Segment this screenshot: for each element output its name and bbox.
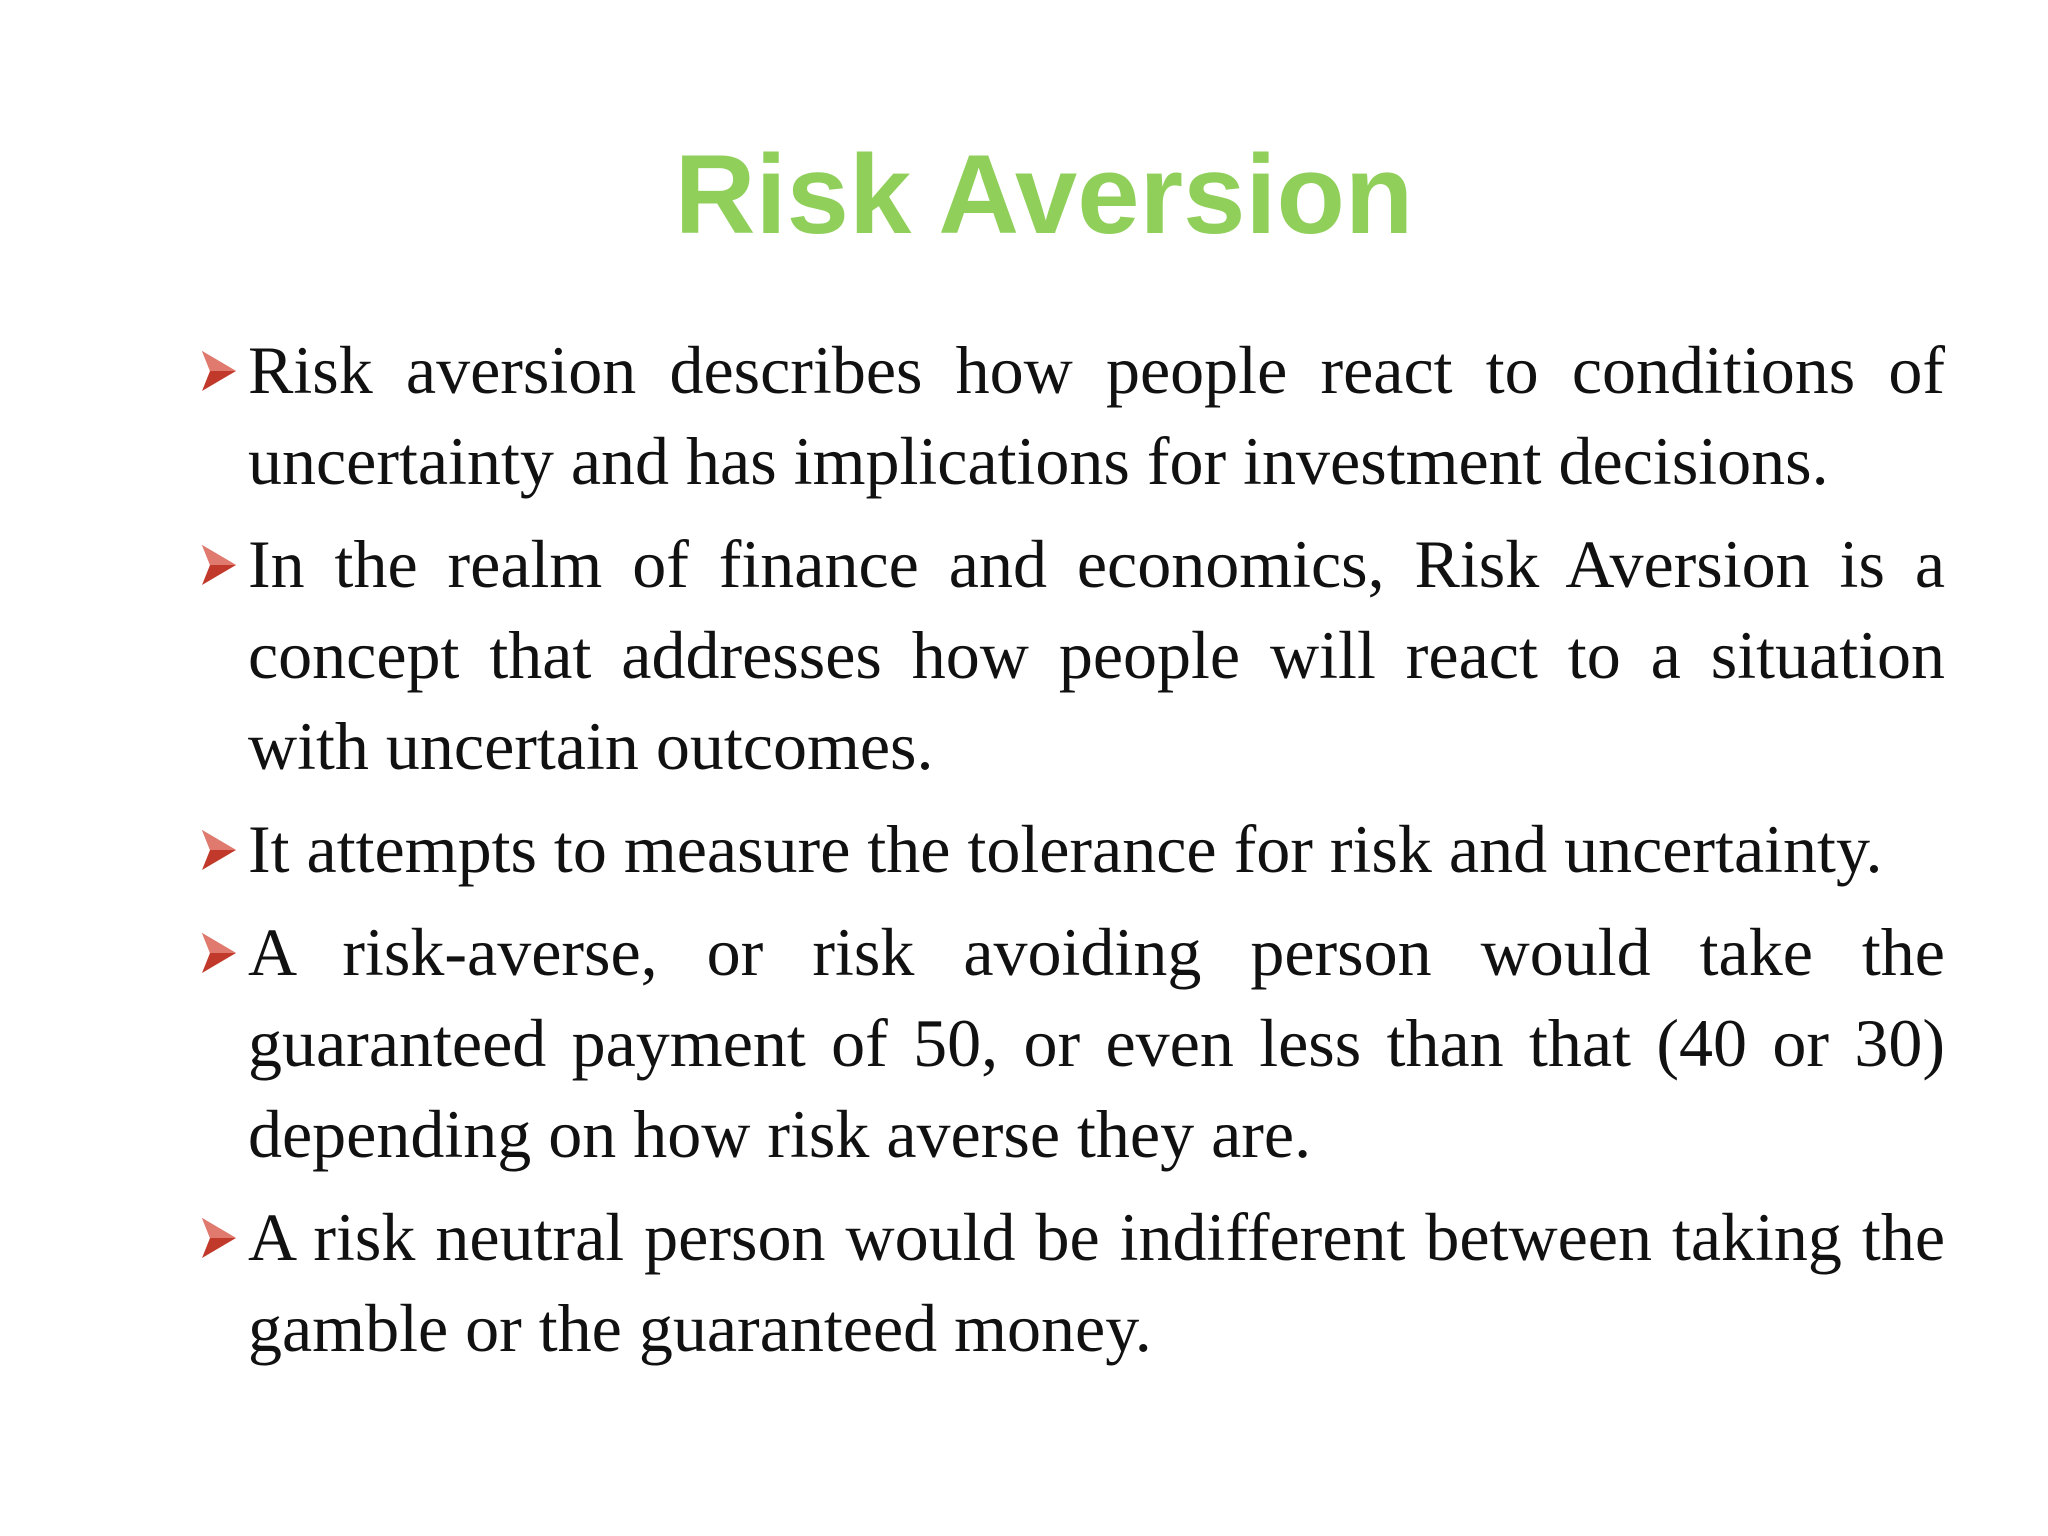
arrowhead-bullet-icon — [200, 931, 238, 975]
bullet-text: A risk-averse, or risk avoiding person would take the guaranteed payment of 50, or even less than that (40 or 30) depending on how risk averse they are. — [248, 914, 1945, 1172]
bullet-item-1 — [200, 325, 1945, 507]
bullet-text: A risk neutral person would be indifferent between taking the gamble or the guaranteed money. — [248, 1199, 1945, 1366]
bullet-text: It attempts to measure the tolerance for risk and uncertainty. — [248, 811, 1883, 887]
bullet-item-3 — [200, 804, 1945, 895]
bullet-item-5 — [200, 1192, 1945, 1374]
bullet-item-2 — [200, 519, 1945, 792]
arrowhead-bullet-icon — [200, 543, 238, 587]
slide-title: Risk Aversion — [674, 132, 1414, 257]
arrowhead-bullet-icon — [200, 828, 238, 872]
bullet-list — [200, 325, 1945, 1386]
arrowhead-bullet-icon — [200, 349, 238, 393]
bullet-text: Risk aversion describes how people react to conditions of uncertainty and has implications for investment decisions. — [248, 332, 1945, 499]
bullet-item-4 — [200, 907, 1945, 1180]
arrowhead-bullet-icon — [200, 1216, 238, 1260]
bullet-text: In the realm of finance and economics, Risk Aversion is a concept that addresses how people will react to a situation with uncertain outcomes. — [248, 526, 1945, 784]
